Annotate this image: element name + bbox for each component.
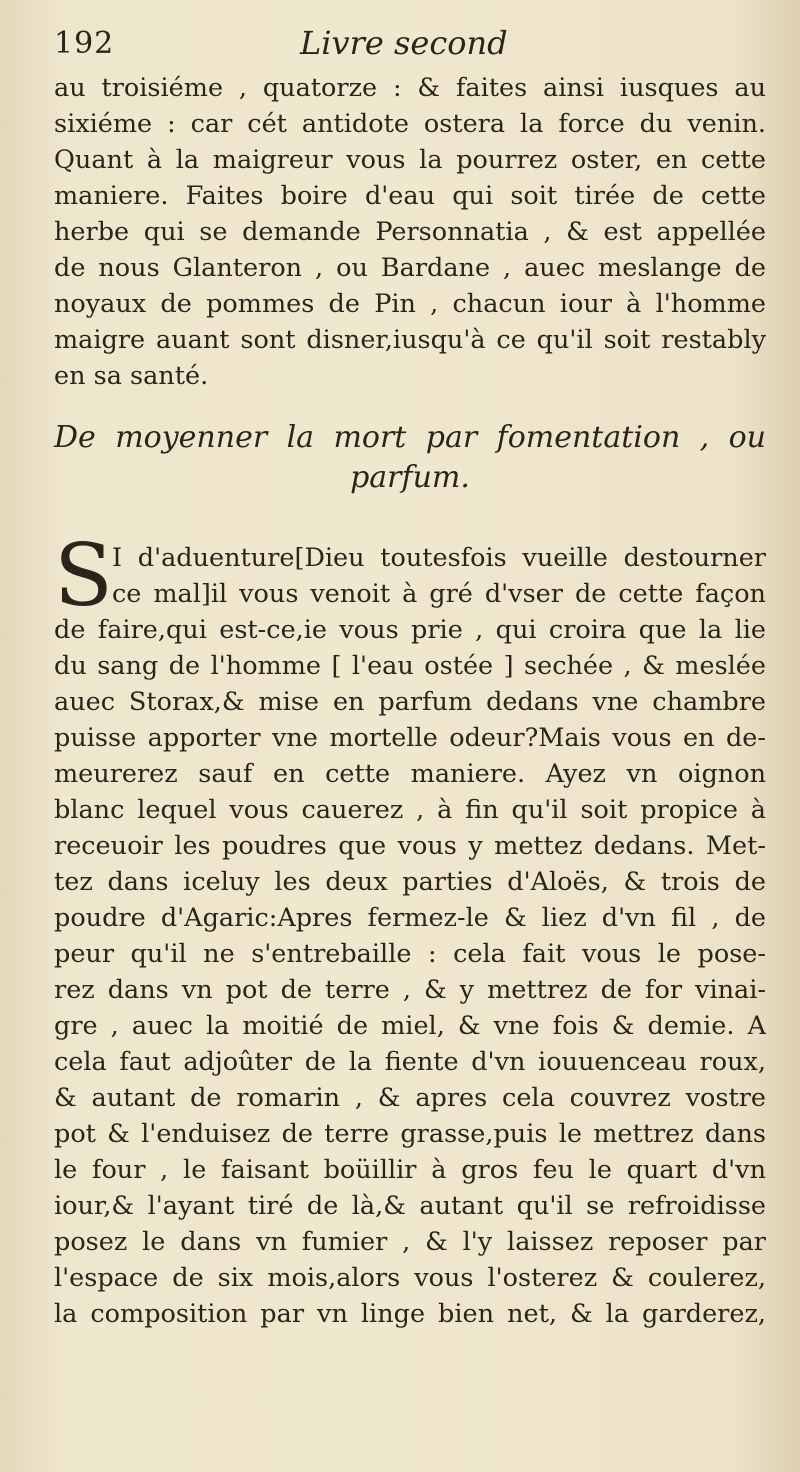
text-line: au troisiéme , quatorze : & faites ainsi iusques au — [54, 73, 766, 103]
text-line: tez dans iceluy les deux parties d'Aloës, & trois de — [54, 867, 766, 897]
text-line: de faire,qui est-ce,ie vous prie , qui croira que la lie — [54, 615, 766, 645]
text-line: maniere. Faites boire d'eau qui soit tirée de cette — [54, 181, 766, 211]
paragraph-1 — [54, 70, 766, 394]
heading-line: De moyenner la mort par fomentation , ou — [54, 420, 766, 455]
section-heading — [54, 418, 766, 498]
text-line: noyaux de pommes de Pin , chacun iour à l'homme — [54, 289, 766, 319]
text-line: sixiéme : car cét antidote ostera la force du venin. — [54, 109, 766, 139]
text-line: du sang de l'homme [ l'eau ostée ] sechée , & meslée — [54, 651, 766, 681]
text-line: puisse apporter vne mortelle odeur?Mais vous en de- — [54, 723, 766, 753]
text-line: maigre auant sont disner,iusqu'à ce qu'il soit restably — [54, 325, 766, 355]
running-head: Livre second — [300, 24, 508, 62]
heading-line: parfum. — [350, 460, 470, 495]
text-line: de nous Glanteron , ou Bardane , auec meslange de — [54, 253, 766, 283]
text-line: la composition par vn linge bien net, & la garderez, — [54, 1299, 766, 1329]
text-line: cela faut adjoûter de la fiente d'vn iouuenceau roux, — [54, 1047, 766, 1077]
text-line: meurerez sauf en cette maniere. Ayez vn oignon — [54, 759, 766, 789]
text-line: rez dans vn pot de terre , & y mettrez de for vinai- — [54, 975, 766, 1005]
text-line: en sa santé. — [54, 361, 209, 391]
paragraph-2 — [54, 540, 766, 1332]
text-line: ce mal]il vous venoit à gré d'vser de cette façon — [112, 579, 766, 609]
page-header — [50, 22, 760, 68]
text-line: auec Storax,& mise en parfum dedans vne chambre — [54, 687, 766, 717]
text-line: gre , auec la moitié de miel, & vne fois & demie. A — [54, 1011, 766, 1041]
text-line: peur qu'il ne s'entrebaille : cela fait vous le pose- — [54, 939, 766, 969]
page-number: 192 — [54, 26, 115, 61]
text-line: & autant de romarin , & apres cela couvrez vostre — [54, 1083, 766, 1113]
text-line: herbe qui se demande Personnatia , & est appellée — [54, 217, 766, 247]
text-line: l'espace de six mois,alors vous l'osterez & coulerez, — [54, 1263, 766, 1293]
text-line: poudre d'Agaric:Apres fermez-le & liez d'vn fil , de — [54, 903, 766, 933]
drop-cap: S — [54, 526, 113, 626]
text-line: pot & l'enduisez de terre grasse,puis le mettrez dans — [54, 1119, 766, 1149]
text-line: le four , le faisant boüillir à gros feu le quart d'vn — [54, 1155, 766, 1185]
text-line: receuoir les poudres que vous y mettez dedans. Met- — [54, 831, 766, 861]
text-line: posez le dans vn fumier , & l'y laissez reposer par — [54, 1227, 766, 1257]
text-line: I d'aduenture[Dieu toutesfois vueille destourner — [112, 543, 766, 573]
text-line: blanc lequel vous cauerez , à fin qu'il soit propice à — [54, 795, 766, 825]
text-line: iour,& l'ayant tiré de là,& autant qu'il se refroidisse — [54, 1191, 766, 1221]
text-line: Quant à la maigreur vous la pourrez oster, en cette — [54, 145, 766, 175]
